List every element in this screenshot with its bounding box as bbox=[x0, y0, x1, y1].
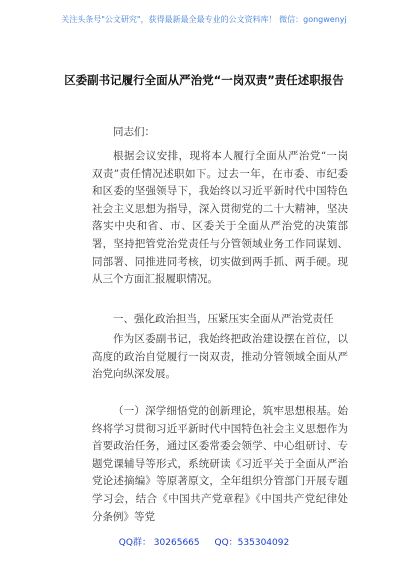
footer-qq-group: QQ群： 30265665 bbox=[118, 538, 200, 548]
salutation bbox=[92, 124, 348, 142]
document-title: 区委副书记履行全面从严治党“一岗双责”责任述职报告 bbox=[64, 73, 344, 87]
footer-qq: QQ：535304092 bbox=[214, 538, 290, 548]
subsection-1 bbox=[92, 403, 348, 526]
header-banner: 关注头条号"公文研究"，获得最新最全最专业的公文资料库！ 微信：gongwenyj bbox=[61, 15, 347, 24]
salutation-text: 同志们： bbox=[113, 126, 155, 138]
paragraph-2 bbox=[92, 331, 348, 384]
paragraph-1 bbox=[92, 148, 348, 289]
section-1-heading-text: 一、强化政治担当，压紧压实全面从严治党责任 bbox=[113, 313, 334, 325]
subsection-1-text: （一）深学细悟党的创新理论，筑牢思想根基。始终将学习贯彻习近平新时代中国特色社会主义思想作为首要政治任务，通过区委常委会领学、中心组研讨、专题党课辅导等形式，系统研读《习近平关于全面从严治党论述摘编》等原著原文，全年组织分管部门开展专题学习会，结合《中国共产党章程》《中国共产党纪律处分条例》等党 bbox=[92, 405, 348, 523]
footer-contact bbox=[0, 535, 408, 548]
section-1-heading bbox=[92, 311, 348, 329]
paragraph-1-text: 根据会议安排，现将本人履行全面从严治党“一岗双责”责任情况述职如下。过去一年，在市委、市纪委和区委的坚强领导下，我始终以习近平新时代中国特色社会主义思想为指导，深入贯彻党的二十大精神，坚决落实中央和省、市、区委关于全面从严治党的决策部署，坚持把管党治党责任与分管领域业务工作同谋划、同部署、同推进同考核，切实做到两手抓、两手硬。现从三个方面汇报履职情况。 bbox=[92, 150, 348, 286]
paragraph-2-text: 作为区委副书记，我始终把政治建设摆在首位，以高度的政治自觉履行一岗双责，推动分管领域全面从严治党向纵深发展。 bbox=[92, 333, 348, 381]
